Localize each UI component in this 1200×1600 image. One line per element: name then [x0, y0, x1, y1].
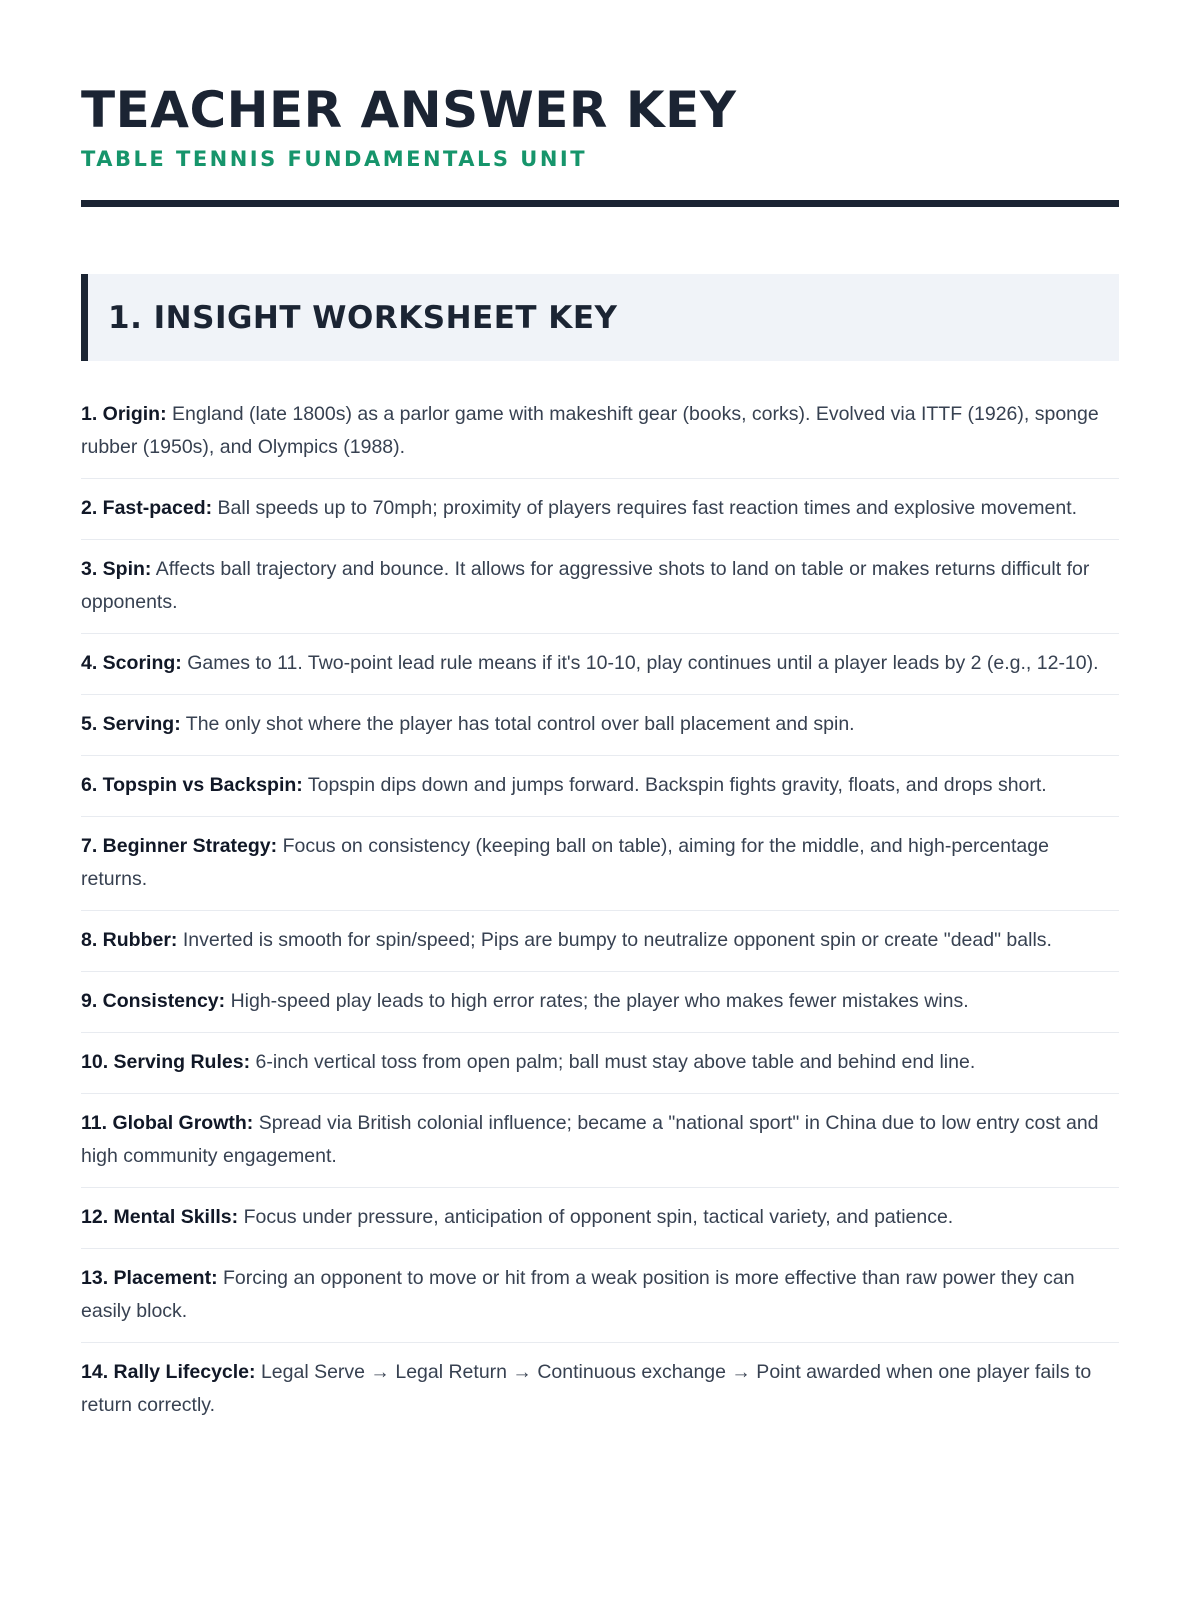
answer-item-14 — [81, 1343, 1119, 1436]
answer-label: 6. Topspin vs Backspin: — [81, 774, 303, 796]
answer-list — [81, 385, 1119, 1436]
page-subtitle: TABLE TENNIS FUNDAMENTALS UNIT — [81, 147, 588, 171]
answer-item-2 — [81, 479, 1119, 540]
answer-item-5 — [81, 695, 1119, 756]
answer-item-4 — [81, 634, 1119, 695]
answer-label: 9. Consistency: — [81, 990, 226, 1012]
answer-item-12 — [81, 1188, 1119, 1249]
answer-text: 6-inch vertical toss from open palm; ball must stay above table and behind end line. — [255, 1051, 976, 1073]
page-title: TEACHER ANSWER KEY — [81, 81, 737, 139]
answer-label: 4. Scoring: — [81, 652, 182, 674]
answer-label: 12. Mental Skills: — [81, 1206, 239, 1228]
answer-label: 8. Rubber: — [81, 929, 178, 951]
answer-text: Topspin dips down and jumps forward. Backspin fights gravity, floats, and drops short. — [307, 774, 1047, 796]
answer-item-9 — [81, 972, 1119, 1033]
answer-label: 10. Serving Rules: — [81, 1051, 251, 1073]
answer-text: The only shot where the player has total control over ball placement and spin. — [185, 713, 855, 735]
answer-text: Legal Serve → Legal Return → Continuous exchange → Point awarded when one player fails to return correctly. — [81, 1361, 1092, 1416]
answer-label: 5. Serving: — [81, 713, 181, 735]
answer-text: Focus under pressure, anticipation of opponent spin, tactical variety, and patience. — [243, 1206, 954, 1228]
answer-label: 2. Fast-paced: — [81, 497, 213, 519]
answer-text: Forcing an opponent to move or hit from a weak position is more effective than raw power they can easily block. — [81, 1267, 1075, 1322]
answer-item-3 — [81, 540, 1119, 634]
answer-item-13 — [81, 1249, 1119, 1343]
answer-item-11 — [81, 1094, 1119, 1188]
document-header — [81, 0, 1119, 207]
answer-item-7 — [81, 817, 1119, 911]
answer-text: Affects ball trajectory and bounce. It allows for aggressive shots to land on table or makes returns difficult for opponents. — [81, 558, 1090, 613]
header-divider — [81, 200, 1119, 207]
answer-label: 14. Rally Lifecycle: — [81, 1361, 256, 1383]
answer-label: 11. Global Growth: — [81, 1112, 254, 1134]
answer-label: 13. Placement: — [81, 1267, 218, 1289]
answer-label: 1. Origin: — [81, 403, 167, 425]
section-heading-text: 1. INSIGHT WORKSHEET KEY — [108, 299, 618, 336]
answer-text: Spread via British colonial influence; became a "national sport" in China due to low entry cost and high community engagement. — [81, 1112, 1099, 1167]
answer-item-1 — [81, 385, 1119, 479]
answer-label: 7. Beginner Strategy: — [81, 835, 278, 857]
answer-text: Inverted is smooth for spin/speed; Pips are bumpy to neutralize opponent spin or create "dead" balls. — [182, 929, 1052, 951]
answer-label: 3. Spin: — [81, 558, 152, 580]
answer-item-10 — [81, 1033, 1119, 1094]
answer-item-6 — [81, 756, 1119, 817]
answer-item-8 — [81, 911, 1119, 972]
answer-text: Focus on consistency (keeping ball on table), aiming for the middle, and high-percentage returns. — [81, 835, 1049, 890]
section-heading — [81, 274, 1119, 361]
answer-text: England (late 1800s) as a parlor game with makeshift gear (books, corks). Evolved via ITTF (1926), sponge rubber (1950s), and Olympics (1988). — [81, 403, 1099, 458]
answer-text: Ball speeds up to 70mph; proximity of players requires fast reaction times and explosive movement. — [217, 497, 1078, 519]
answer-text: High-speed play leads to high error rates; the player who makes fewer mistakes wins. — [230, 990, 969, 1012]
answer-text: Games to 11. Two-point lead rule means if it's 10-10, play continues until a player leads by 2 (e.g., 12-10). — [187, 652, 1099, 674]
